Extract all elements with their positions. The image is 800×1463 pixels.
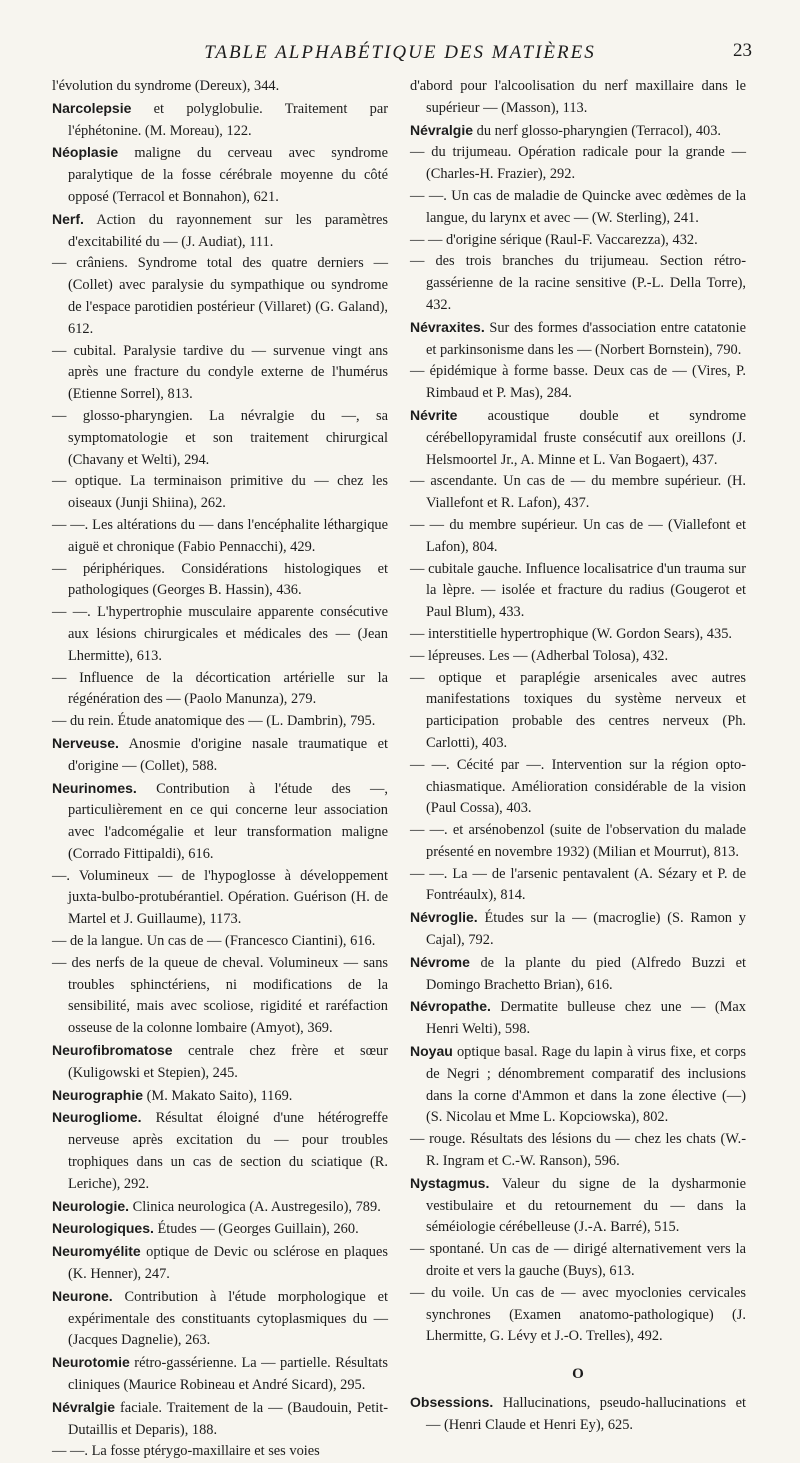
index-entry (410, 907, 746, 952)
index-entry (410, 624, 746, 646)
entry-headword: Névrome (410, 953, 470, 970)
entry-headword: Noyau (410, 1043, 453, 1060)
entry-text: Clinica neurologica (A. Austregesilo), 789. (129, 1198, 381, 1215)
index-entry (52, 142, 388, 208)
entry-headword: Névropathe. (410, 998, 491, 1015)
index-entry (52, 559, 388, 603)
index-entry (52, 1040, 388, 1085)
entry-headword: Neurographie (52, 1086, 144, 1103)
entry-text: — des nerfs de la queue de cheval. Volumineux — sans troubles sphinctériens, ni modifications de la sensibilité, mais avec scoliose, rigidité et raréfaction osseuse de la colonne lombaire (Amyot), 369. (52, 954, 388, 1037)
entry-headword: Narcolepsie (52, 99, 132, 116)
index-entry (52, 76, 388, 98)
index-entry (52, 1286, 388, 1352)
entry-headword: Névralgie (410, 121, 474, 138)
entry-text: — cubitale gauche. Influence localisatrice d'un trauma sur la lèpre. — isolée et fracture du radius (Gougerot et Paul Blum), 433. (410, 560, 746, 621)
index-entry (410, 361, 746, 405)
index-entry (52, 341, 388, 406)
index-entry (52, 209, 388, 254)
entry-text: Dermatite bulleuse chez une — (Max Henri Welti), 598. (426, 999, 746, 1038)
entry-text: —. Volumineux — de l'hypoglosse à développement juxta-bulbo-protubérantiel. Opération. Guérison (H. de Martel et J. Guillaume), 1173. (52, 867, 388, 928)
entry-headword: Neurotomie (52, 1354, 130, 1371)
index-entry (52, 953, 388, 1040)
index-entry (52, 1218, 388, 1241)
entry-headword: Neurologiques. (52, 1220, 154, 1237)
entry-text: — —. La — de l'arsenic pentavalent (A. Sézary et P. de Fontréaulx), 814. (410, 865, 746, 904)
index-entry (410, 471, 746, 515)
entry-text: — des trois branches du trijumeau. Section rétro-gassérienne de la racine sensitive (P.-L. Della Torre), 432. (410, 253, 746, 313)
index-entry (52, 1107, 388, 1195)
entry-text: — — du membre supérieur. Un cas de — (Viallefont et Lafon), 804. (410, 516, 746, 555)
entry-text: — —. Les altérations du — dans l'encéphalite léthargique aiguë et chronique (Fabio Pennacchi), 429. (52, 516, 388, 555)
index-entry (410, 142, 746, 186)
index-entry (410, 646, 746, 668)
page-number: 23 (733, 40, 752, 61)
entry-text: — du rein. Étude anatomique des — (L. Dambrin), 795. (52, 713, 376, 730)
index-entry (410, 952, 746, 997)
index-entry (52, 866, 388, 931)
index-entry (52, 931, 388, 953)
index-entry (52, 471, 388, 515)
index-entry (52, 733, 388, 778)
entry-text: — du trijumeau. Opération radicale pour la grande — (Charles-H. Frazier), 292. (410, 144, 746, 183)
entry-text: — de la langue. Un cas de — (Francesco Ciantini), 616. (52, 933, 376, 950)
section-letter: O (572, 1366, 584, 1383)
index-entry (52, 778, 388, 866)
index-entry (410, 251, 746, 316)
index-entry (410, 559, 746, 624)
entry-text: — ascendante. Un cas de — du membre supérieur. (H. Viallefont et R. Lafon), 437. (410, 473, 746, 512)
entry-headword: Névralgie (52, 1398, 116, 1415)
entry-text: Valeur du signe de la dysharmonie vestibulaire et du retournement du — dans la séméiologie cérébelleuse (J.-A. Barré), 515. (426, 1175, 746, 1236)
entry-headword: Neurone. (52, 1287, 113, 1304)
entry-text: — glosso-pharyngien. La névralgie du —, sa symptomatologie et son traitement chirurgical (Chavany et Welti), 294. (52, 407, 388, 468)
entry-text: — épidémique à forme basse. Deux cas de — (Vires, P. Rimbaud et P. Mas), 284. (410, 363, 746, 402)
entry-text: Résultat éloigné d'une hétérogreffe nerveuse après excitation du — pour troubles trophiques dans un cas de section du sciatique (R. Leriche), 292. (68, 1110, 388, 1192)
index-entry (410, 515, 746, 559)
entry-text: — Influence de la décortication artérielle sur la régénération des — (Paolo Manunza), 279. (52, 669, 388, 708)
entry-headword: Néoplasie (52, 144, 119, 161)
entry-text: Études — (Georges Guillain), 260. (153, 1221, 359, 1238)
entry-headword: Neurogliome. (52, 1109, 142, 1126)
index-entry (410, 1392, 746, 1437)
entry-headword: Névrite (410, 406, 458, 423)
index-entry (52, 1397, 388, 1442)
index-entry (410, 996, 746, 1041)
running-head: TABLE ALPHABÉTIQUE DES MATIÈRES (204, 42, 596, 63)
index-entry (410, 405, 746, 471)
index-entry (410, 820, 746, 864)
index-entry (410, 120, 746, 143)
index-entry (410, 317, 746, 362)
index-entry (410, 76, 746, 120)
index-entry (52, 253, 388, 340)
entry-headword: Neurinomes. (52, 779, 137, 796)
entry-text: Sur des formes d'association entre catatonie et parkinsonisme dans les — (Norbert Bornstein), 790. (426, 319, 746, 358)
entry-headword: Nerf. (52, 210, 84, 227)
index-entry (52, 1085, 388, 1108)
index-entry (52, 711, 388, 733)
entry-text: — — d'origine sérique (Raul-F. Vaccarezza), 432. (410, 231, 698, 248)
entry-text: — optique et paraplégie arsenicales avec autres manifestations toxiques du système nerveux et participation probable des centres nerveux (Ph. Carlotti), 403. (410, 669, 746, 751)
entry-text: (M. Makato Saito), 1169. (143, 1087, 293, 1104)
entry-text: — —. L'hypertrophie musculaire apparente consécutive aux lésions chirurgicales et médicales des — (Jean Lhermitte), 613. (52, 604, 388, 664)
index-entry (52, 1196, 388, 1219)
index-entry (410, 864, 746, 908)
entry-text: — du voile. Un cas de — avec myoclonies cervicales synchrones (Examen anatomo-pathologique) (J. Lhermitte, G. Lévy et J.-O. Trelles), 492. (410, 1284, 746, 1345)
index-entry (410, 1283, 746, 1348)
entry-headword: Obsessions. (410, 1394, 494, 1411)
index-entry (52, 1241, 388, 1286)
entry-text: rétro-gassérienne. La — partielle. Résultats cliniques (Maurice Robineau et André Sicard), 295. (68, 1355, 388, 1394)
entry-text: — —. La fosse ptérygo-maxillaire et ses voies (52, 1443, 320, 1460)
entry-text: — —. Cécité par —. Intervention sur la région opto-chiasmatique. Amélioration considérable de la vision (Paul Cossa), 403. (410, 756, 746, 817)
entry-text: faciale. Traitement de la — (Baudouin, Petit-Dutaillis et Deparis), 188. (68, 1399, 388, 1438)
index-entry (410, 668, 746, 755)
entry-headword: Nystagmus. (410, 1174, 490, 1191)
entry-text: optique de Devic ou sclérose en plaques (K. Henner), 247. (68, 1244, 388, 1283)
entry-text: — rouge. Résultats des lésions du — chez les chats (W.-R. Ingram et C.-W. Ranson), 596. (410, 1131, 746, 1170)
entry-headword: Neurologie. (52, 1197, 130, 1214)
entry-text: — spontané. Un cas de — dirigé alternativement vers la droite et vers la gauche (Buys), 613. (410, 1241, 746, 1280)
index-entry (52, 406, 388, 471)
entry-text: — optique. La terminaison primitive du — chez les oiseaux (Junji Shiina), 262. (52, 473, 388, 512)
index-entry (410, 1129, 746, 1173)
entry-text: l'évolution du syndrome (Dereux), 344. (52, 78, 280, 94)
index-entry (410, 1239, 746, 1283)
entry-text: Contribution à l'étude des —, particulièrement en ce qui concerne leur association avec l'adcomégalie et leur transformation maligne (Corrado Fittipaldi), 616. (68, 780, 388, 862)
entry-text: de la plante du pied (Alfredo Buzzi et Domingo Brachetto Brian), 616. (426, 954, 746, 993)
index-entry (52, 515, 388, 559)
entry-text: d'abord pour l'alcoolisation du nerf maxillaire dans le supérieur — (Masson), 113. (410, 78, 746, 116)
entry-text: — —. Un cas de maladie de Quincke avec œdèmes de la langue, du larynx et avec — (W. Sterling), 241. (410, 187, 746, 226)
entry-text: et polyglobulie. Traitement par l'éphétonine. (M. Moreau), 122. (68, 100, 388, 139)
entry-text: — —. et arsénobenzol (suite de l'observation du malade présenté en novembre 1932) (Milian et Mourrut), 813. (410, 822, 746, 860)
index-entry (410, 186, 746, 230)
entry-headword: Neurofibromatose (52, 1042, 173, 1059)
index-entry (52, 1352, 388, 1397)
entry-text: Hallucinations, pseudo-hallucinations et — (Henri Claude et Henri Ey), 625. (426, 1395, 746, 1433)
entry-headword: Névroglie. (410, 909, 478, 926)
index-entry (410, 1041, 746, 1129)
entry-text: — cubital. Paralysie tardive du — survenue vingt ans après une fracture du condyle externe de l'humérus (Etienne Sorrel), 813. (52, 342, 388, 403)
entry-text: — interstitielle hypertrophique (W. Gordon Sears), 435. (410, 625, 732, 642)
entry-text: optique basal. Rage du lapin à virus fixe, et corps de Negri ; dénombrement comparatif des inclusions dans la corne d'Ammon et dans la zone élective (—) (S. Nicolau et Mme L. Kopciowska), 802. (426, 1044, 746, 1126)
entry-text: centrale chez frère et sœur (Kuligowski et Stepien), 245. (68, 1043, 388, 1081)
index-entry (52, 1441, 388, 1463)
left-column (52, 76, 388, 1463)
index-entry (52, 602, 388, 667)
entry-text: — lépreuses. Les — (Adherbal Tolosa), 432. (410, 647, 669, 664)
entry-text: — crâniens. Syndrome total des quatre derniers — (Collet) avec paralysie du sympathique ou syndrome de l'espace parotidien postérieur (Villaret) (G. Galand), 612. (52, 255, 388, 337)
entry-text: — périphériques. Considérations histologiques et pathologiques (Georges B. Hassin), 436. (52, 560, 388, 599)
entry-headword: Neuromyélite (52, 1243, 141, 1260)
entry-text: Anosmie d'origine nasale traumatique et d'origine — (Collet), 588. (68, 735, 388, 774)
entry-text: acoustique double et syndrome cérébellopyramidal fruste consécutif aux oreillons (J. Helsmoortel Jr., A. Minne et L. Van Bogaert), 437. (426, 407, 746, 468)
index-entry (52, 668, 388, 712)
entry-text: maligne du cerveau avec syndrome paralytique de la fosse cérébrale moyenne du côté opposé (Terracol et Bonnahon), 621. (68, 145, 388, 205)
index-entry (410, 1173, 746, 1239)
entry-headword: Nerveuse. (52, 734, 119, 751)
entry-text: du nerf glosso-pharyngien (Terracol), 403. (473, 122, 721, 139)
index-entry (410, 755, 746, 820)
index-entry (52, 98, 388, 143)
entry-headword: Névraxites. (410, 318, 485, 335)
entry-text: Contribution à l'étude morphologique et expérimentale des constituants cytoplasmiques du — (Jacques Dagnelie), 263. (68, 1288, 388, 1349)
entry-text: Action du rayonnement sur les paramètres d'excitabilité du — (J. Audiat), 111. (68, 211, 388, 250)
right-column (410, 76, 746, 1437)
entry-text: Études sur la — (macroglie) (S. Ramon y Cajal), 792. (426, 910, 746, 949)
index-entry (410, 230, 746, 252)
